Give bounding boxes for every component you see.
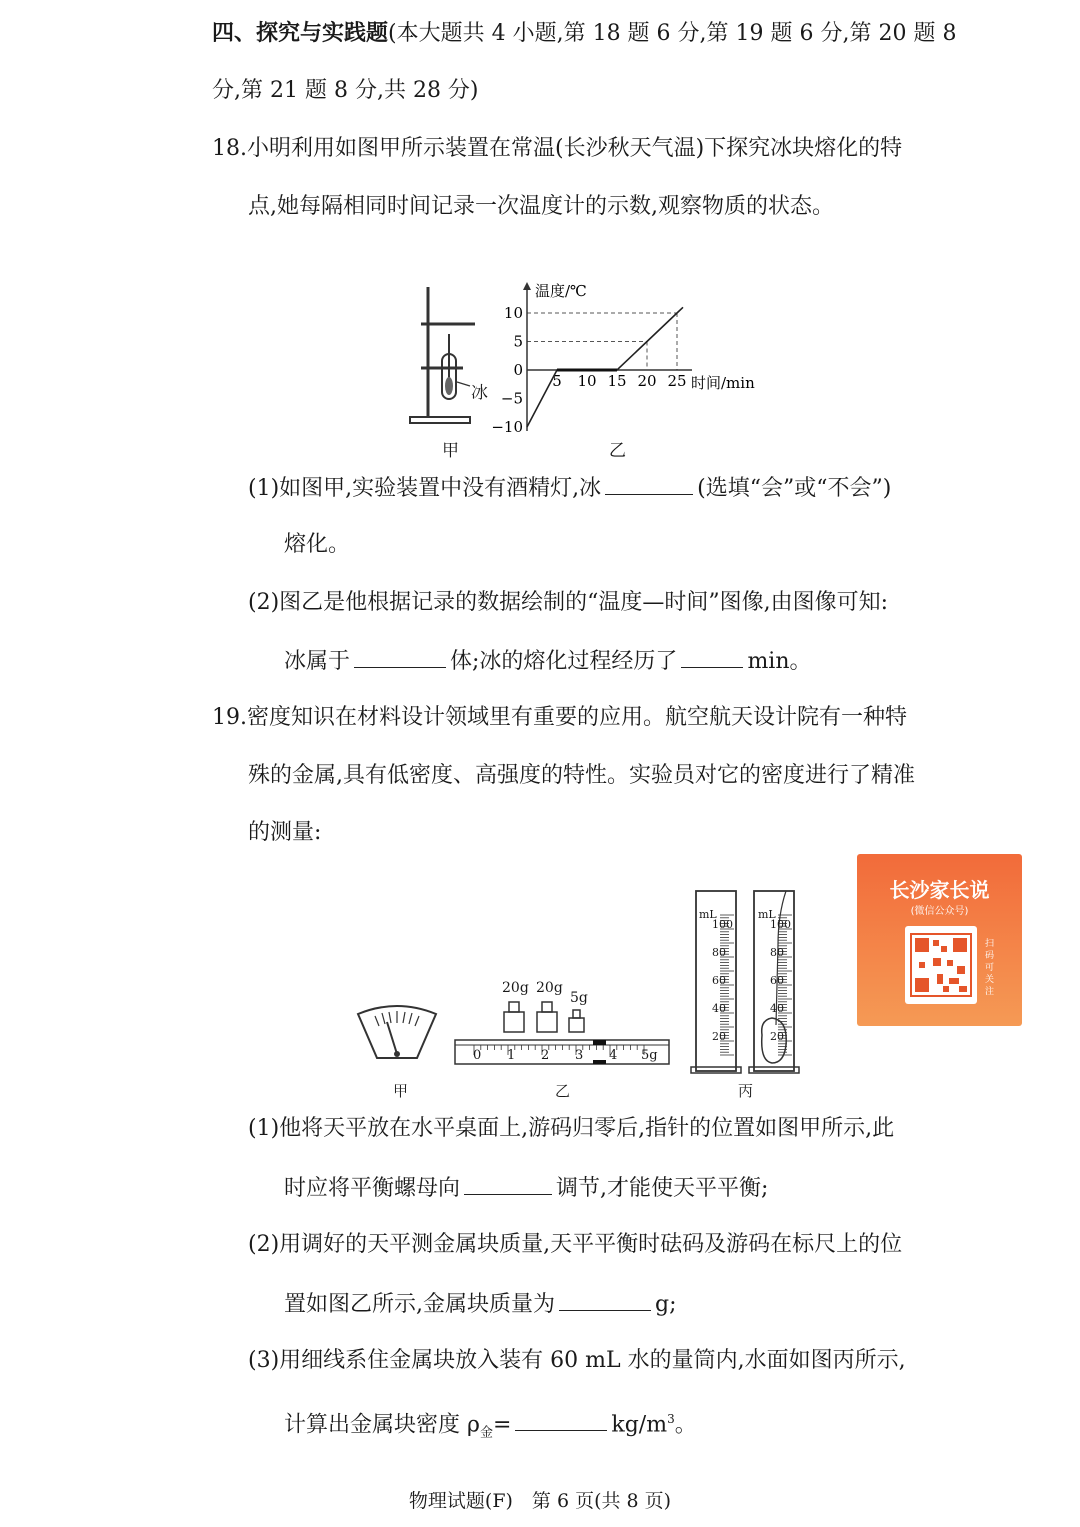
q18-sub1-blank[interactable] xyxy=(605,472,693,495)
chart-x-tick: 10 xyxy=(577,372,597,390)
q18-sub1-text-c: 熔化。 xyxy=(284,532,351,557)
q18-sub2 xyxy=(284,645,812,677)
cylinder-scale-label: 100 xyxy=(770,918,791,931)
cylinder-scale-label: 100 xyxy=(712,918,733,931)
q19-sub3-text-a: (3)用细线系住金属块放入装有 60 mL 水的量筒内,水面如图丙所示, xyxy=(248,1348,906,1373)
q18-sub1-text-a: (1)如图甲,实验装置中没有酒精灯,冰 xyxy=(248,476,602,501)
chart-x-tick: 15 xyxy=(607,372,627,390)
ruler-tick-3: 3 xyxy=(575,1048,584,1063)
q19-sub3-blank[interactable] xyxy=(515,1408,607,1431)
temperature-time-chart xyxy=(491,276,785,436)
section-title: 四、探究与实践题 xyxy=(212,20,389,46)
cylinder-scale-label: 60 xyxy=(712,974,726,987)
balance-pointer-figure xyxy=(355,1002,440,1064)
cylinder-scale-label: 80 xyxy=(770,946,784,959)
ruler-tick-0: 0 xyxy=(473,1048,482,1063)
cylinder-scale-label: 40 xyxy=(712,1002,726,1015)
q19-sub2-blank[interactable] xyxy=(559,1288,651,1311)
q19-sub1-blank[interactable] xyxy=(464,1172,552,1195)
chart-y-arrow xyxy=(523,282,531,290)
q18-sub2-text-b: 冰属于 xyxy=(284,649,351,674)
chart-y-tick: −10 xyxy=(491,418,523,436)
chart-x-tick: 20 xyxy=(637,372,657,390)
q19-stem-1: 19.密度知识在材料设计领域里有重要的应用。航空航天设计院有一种特 xyxy=(212,705,907,730)
q18-sub1-text-b: (选填“会”或“不会”) xyxy=(697,476,892,501)
q19-sub3-subscript: 金 xyxy=(479,1425,493,1441)
q18-sub2-text-a: (2)图乙是他根据记录的数据绘制的“温度—时间”图像,由图像可知: xyxy=(248,590,889,615)
cyl-unit-right: mL xyxy=(758,908,776,921)
q18-stem-2: 点,她每隔相同时间记录一次温度计的示数,观察物质的状态。 xyxy=(248,194,834,219)
weight-label-3: 5g xyxy=(570,990,588,1006)
cylinder-scale-label: 80 xyxy=(712,946,726,959)
q19-sub1 xyxy=(284,1172,768,1204)
q19-sub3 xyxy=(284,1404,697,1449)
ruler-tick-4: 4 xyxy=(609,1048,618,1063)
q19-sub3-superscript: 3 xyxy=(667,1412,675,1426)
q19-sub2-text-c: g; xyxy=(655,1292,677,1317)
q18-fig-caption-jia: 甲 xyxy=(442,441,459,461)
chart-y-tick: 5 xyxy=(513,332,523,351)
cylinder-scale-label: 40 xyxy=(770,1002,784,1015)
qr-card-side-text: 扫码可关注 xyxy=(985,939,995,997)
q19-sub3-end: 。 xyxy=(674,1412,697,1438)
q19-sub1-text-b: 时应将平衡螺母向 xyxy=(284,1176,461,1201)
q19-sub3-unit: kg/m xyxy=(611,1412,668,1438)
q18-sub2-text-d: min。 xyxy=(747,649,812,674)
q18-sub2-text-c: 体;冰的熔化过程经历了 xyxy=(450,649,678,674)
qr-card-title: 长沙家长说 xyxy=(889,878,990,902)
chart-y-tick: −5 xyxy=(500,389,523,408)
ruler-tick-1: 1 xyxy=(507,1048,516,1063)
chart-y-axis-label: 温度/℃ xyxy=(535,282,587,300)
q18-sub2-blank-2[interactable] xyxy=(681,645,743,668)
page-footer: 物理试题(F) 第 6 页(共 8 页) xyxy=(408,1490,672,1512)
chart-series-line xyxy=(527,307,683,427)
chart-x-tick: 5 xyxy=(552,372,562,390)
weight-label-2: 20g xyxy=(536,980,563,996)
q19-stem-2: 殊的金属,具有低密度、高强度的特性。实验员对它的密度进行了精准 xyxy=(248,763,915,788)
q18-sub1 xyxy=(248,472,891,504)
q19-sub1-text-c: 调节,才能使天平平衡; xyxy=(556,1176,769,1201)
ruler-tick-2: 2 xyxy=(541,1048,550,1063)
q18-stem-1: 18.小明利用如图甲所示装置在常温(长沙秋天气温)下探究冰块熔化的特 xyxy=(212,136,903,161)
q19-sub3-equals: = xyxy=(492,1412,512,1438)
section-heading xyxy=(212,18,956,49)
cylinder-scale-label: 20 xyxy=(712,1030,726,1043)
ruler-tick-5: 5g xyxy=(641,1048,658,1063)
cylinder-scale-label: 20 xyxy=(770,1030,784,1043)
section-desc-2: 分,第 21 题 8 分,共 28 分) xyxy=(212,78,479,103)
q19-sub2-text-b: 置如图乙所示,金属块质量为 xyxy=(284,1292,555,1317)
q19-caption-jia: 甲 xyxy=(393,1082,409,1100)
q19-caption-bing: 丙 xyxy=(738,1082,754,1100)
q19-caption-yi: 乙 xyxy=(555,1082,571,1100)
q18-sub2-blank-1[interactable] xyxy=(354,645,446,668)
q18-fig-caption-yi: 乙 xyxy=(609,441,626,461)
chart-x-axis-label: 时间/min xyxy=(691,374,755,392)
chart-x-tick: 25 xyxy=(667,372,687,390)
q19-stem-3: 的测量: xyxy=(248,820,322,845)
weight-label-1: 20g xyxy=(502,980,529,996)
ice-label: 冰 xyxy=(471,383,488,403)
chart-y-tick: 0 xyxy=(513,361,523,379)
cylinder-scale-label: 60 xyxy=(770,974,784,987)
q18-apparatus-figure xyxy=(405,282,505,432)
q19-sub2 xyxy=(284,1288,677,1320)
q19-sub1-text-a: (1)他将天平放在水平桌面上,游码归零后,指针的位置如图甲所示,此 xyxy=(248,1116,895,1141)
q19-sub3-text-b: 计算出金属块密度 ρ xyxy=(284,1412,480,1438)
qr-code-icon[interactable] xyxy=(905,926,977,1004)
chart-y-tick: 10 xyxy=(503,304,523,322)
qr-card-subtitle: (微信公众号) xyxy=(910,906,969,917)
cyl-unit-left: mL xyxy=(699,908,717,921)
section-desc: (本大题共 4 小题,第 18 题 6 分,第 19 题 6 分,第 20 题 8 xyxy=(388,21,957,46)
qr-promo-card[interactable] xyxy=(857,854,1022,1026)
q19-sub2-text-a: (2)用调好的天平测金属块质量,天平平衡时砝码及游码在标尺上的位 xyxy=(248,1232,903,1257)
